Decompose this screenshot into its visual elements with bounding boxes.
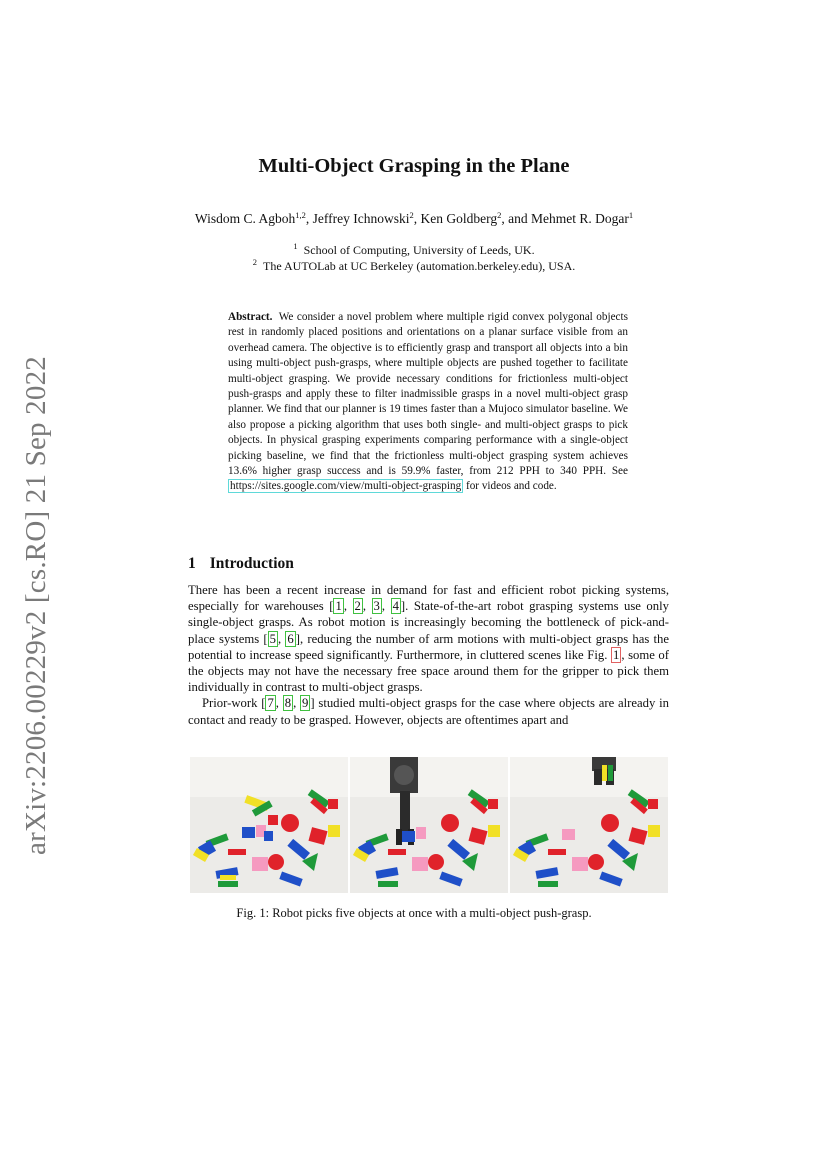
author-separator: , and [501,211,531,226]
author-affiliation-mark: 2 [409,210,414,220]
affiliation-text: School of Computing, University of Leeds, UK. [303,243,535,257]
figure-photo-scene-3 [510,757,668,893]
author-separator: , [413,211,421,226]
body-text: , some of the objects may not have the necessary free space around them for the gripper to pick them individually in contrast to multi-object grasps. [188,647,669,695]
author-name: Ken Goldberg [420,211,498,226]
citation-link[interactable]: 1 [335,599,342,614]
body-text: ] studied multi-object grasps for the case where objects are already in contact and ready to be grasped. However, objects are oftentimes apart and [188,696,669,727]
introduction-body [188,582,669,728]
author-affiliation-mark: 1,2 [295,210,306,220]
abstract-tail: for videos and code. [465,480,557,493]
author-name: Mehmet R. Dogar [530,211,629,226]
figure-reference-link[interactable]: 1 [612,647,620,662]
affiliation-mark: 2 [252,257,257,267]
scene-3-illustration [510,757,668,893]
author-name: Wisdom C. Agboh [194,211,296,226]
intro-paragraph-2: Prior-work [ 7 , 8 , 9 ] studied multi-object grasps for the case where objects are already in contact and ready to be grasped. However, objects are oftentimes apart and [188,696,669,727]
affiliation-2 [0,257,828,274]
citation-link[interactable]: 2 [354,599,361,614]
citation-link[interactable]: 6 [287,631,294,646]
author-list [0,210,828,227]
body-text: Prior-work [ [202,696,266,711]
arxiv-id-text: arXiv:2206.00229v2 [cs.RO] 21 Sep 2022 [19,355,52,855]
intro-paragraph-1: There has been a recent increase in demand for fast and efficient robot picking systems, especially for warehouses [ 1 , 2 , 3 , 4 ]. State-of-the-art robot grasping systems use only single-object grasps. As robot motion is increasingly becoming the bottleneck of pick-and-place systems [ 5 , 6 ], reducing the number of arm motions with multi-object grasps has the potential to increase speed significantly. Furthermore, in cluttered scenes like Fig. 1 , some of the objects may not have the necessary free space around them for the gripper to pick them individually in contrast to multi-object grasps. [188,583,670,695]
affiliation-mark: 1 [293,241,298,251]
citation-link[interactable]: 9 [302,696,309,711]
author-affiliation-mark: 2 [497,210,502,220]
scene-1-illustration [190,757,348,893]
figure-photo-scene-1 [190,757,348,893]
body-text: ], reducing the number of arm motions with multi-object grasps has the potential to increase speed significantly. Furthermore, in cluttered scenes like Fig. [188,631,670,662]
affiliation-1 [0,241,828,258]
abstract-label: Abstract. [228,311,273,323]
affiliation-text: The AUTOLab at UC Berkeley (automation.berkeley.edu), USA. [263,259,576,273]
section-heading [188,555,294,573]
paper-title: Multi-Object Grasping in the Plane [258,155,570,177]
section-title: Introduction [209,555,294,572]
citation-link[interactable]: 5 [269,631,276,646]
author-name: Jeffrey Ichnowski [312,211,410,226]
author-affiliation-mark: 1 [628,210,634,220]
author-separator: , [305,211,313,226]
abstract-text: We consider a novel problem where multiple rigid convex polygonal objects rest in randomly placed positions and orientations on a planar surface visible from an overhead camera. The objective is to efficiently grasp and transport all objects into a bin using multi-object push-grasps, where multiple objects are pushed together to facilitate multi-object grasping. We provide necessary conditions for frictionless multi-object push-grasps and apply these to filter inadmissible grasps in a novel multi-object grasp planner. We find that our planner is 19 times faster than a Mujoco simulator baseline. We also propose a picking algorithm that uses both single- and multi-object grasps to pick objects. In physical grasping experiments comparing performance with a single-object picking baseline, we find that the frictionless multi-object grasping system achieves 13.6% higher grasp success and is 59.9% faster, from 212 PPH to 340 PPH. See [228,311,628,478]
citation-link[interactable]: 7 [267,696,274,711]
citation-link[interactable]: 3 [373,599,380,614]
arxiv-identifier-stamp [10,355,62,855]
figure-caption: Fig. 1: Robot picks five objects at once with a multi-object push-grasp. [236,906,592,920]
body-text: There has been a recent increase in demand for fast and efficient robot picking systems, especially for warehouses [ [188,583,669,614]
body-text: ]. State-of-the-art robot grasping systems use only single-object grasps. As robot motion is increasingly becoming the bottleneck of pick-and-place systems [ [188,599,669,646]
abstract [228,310,628,495]
citation-link[interactable]: 4 [392,599,399,614]
figure-1 [190,757,668,893]
scene-2-illustration [350,757,508,893]
project-url-link[interactable]: https://sites.google.com/view/multi-object-grasping [230,480,462,493]
figure-photo-scene-2 [350,757,508,893]
citation-link[interactable]: 8 [284,696,292,711]
section-number: 1 [188,555,196,572]
